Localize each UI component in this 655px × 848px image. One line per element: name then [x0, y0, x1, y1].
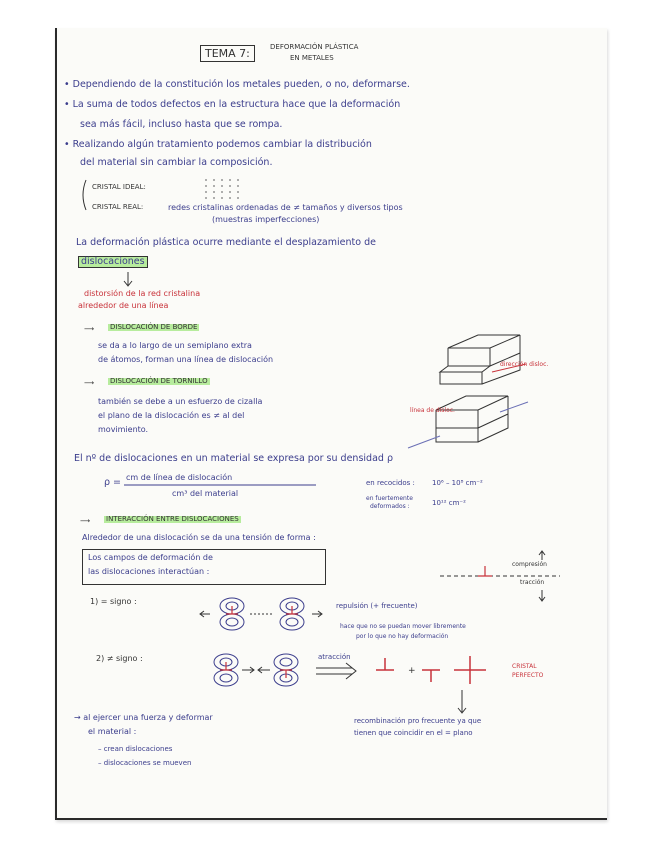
annealed-value: 10⁶ – 10⁸ cm⁻²: [432, 479, 483, 487]
interaction-box-line-2: las dislocaciones interactúan :: [88, 567, 210, 576]
case1-note-2: por lo que no hay deformación: [356, 633, 449, 640]
edge-text-1: se da a lo largo de un semiplano extra: [98, 341, 252, 350]
plastic-line-1: La deformación plástica ocurre mediante el desplazamiento de: [76, 237, 376, 248]
topic-label: TEMA 7:: [200, 45, 255, 62]
case1-note-1: hace que no se puedan mover libremente: [340, 623, 466, 630]
edge-arrow: ⟶: [84, 325, 95, 333]
intro-line-5: del material sin cambiar la composición.: [80, 157, 273, 168]
edge-diagram-label: dirección disloc.: [500, 361, 549, 368]
final-line-1: → al ejercer una fuerza y deformar: [74, 713, 213, 722]
screw-text-2: el plano de la dislocación es ≠ al del: [98, 411, 245, 420]
intro-line-1: • Dependiendo de la constitución los metales pueden, o no, deformarse.: [64, 79, 410, 90]
plastic-dislocations-highlight: dislocaciones: [78, 256, 148, 268]
final-item-2: – dislocaciones se mueven: [98, 759, 192, 767]
interaction-arrow: ⟶: [80, 517, 91, 525]
case2-label: 2) ≠ signo :: [96, 654, 143, 663]
crystal-real-text-1: redes cristalinas ordenadas de ≠ tamaños y diversos tipos: [168, 203, 403, 212]
interaction-text: Alrededor de una dislocación se da una tensión de forma :: [82, 533, 316, 542]
intro-line-3: sea más fácil, incluso hasta que se rompa.: [80, 119, 283, 130]
edge-title: DISLOCACIÓN DE BORDE: [110, 323, 198, 331]
distortion-line-2: alrededor de una línea: [78, 301, 169, 310]
density-line: El nº de dislocaciones en un material se expresa por su densidad ρ: [74, 453, 393, 464]
final-line-2: el material :: [88, 727, 137, 736]
screw-title: DISLOCACIÓN DE TORNILLO: [110, 377, 208, 385]
tension-label: tracción: [520, 579, 545, 586]
deformed-label-1: en fuertemente: [366, 495, 413, 502]
intro-line-2: • La suma de todos defectos en la estructura hace que la deformación: [64, 99, 401, 110]
final-item-1: – crean dislocaciones: [98, 745, 173, 753]
density-denominator: cm³ del material: [172, 489, 239, 498]
perfect-crystal-1: CRISTAL: [512, 663, 537, 670]
crystal-real-text-2: (muestras imperfecciones): [212, 215, 320, 224]
case2-direction: atracción: [318, 653, 351, 661]
screw-text-1: también se debe a un esfuerzo de cizalla: [98, 397, 263, 406]
case1-label: 1) = signo :: [90, 597, 137, 606]
crystal-real-label: CRISTAL REAL:: [92, 203, 144, 211]
recombination-line-2: tienen que coincidir en el = plano: [354, 729, 473, 737]
density-numerator: cm de línea de dislocación: [126, 473, 233, 482]
annealed-label: en recocidos :: [366, 479, 415, 487]
interaction-box-line-1: Los campos de deformación de: [88, 553, 213, 562]
deformed-label-2: deformados :: [370, 503, 410, 510]
screw-text-3: movimiento.: [98, 425, 149, 434]
density-formula-lhs: ρ =: [104, 477, 122, 488]
perfect-crystal-2: PERFECTO: [512, 672, 544, 679]
case1-result: repulsión (+ frecuente): [336, 602, 418, 610]
deformed-value: 10¹² cm⁻²: [432, 499, 466, 507]
edge-text-2: de átomos, forman una línea de dislocación: [98, 355, 274, 364]
title-line1: DEFORMACIÓN PLÁSTICA: [270, 43, 359, 51]
interaction-title: INTERACCIÓN ENTRE DISLOCACIONES: [106, 515, 239, 523]
svg-text:+: +: [408, 666, 416, 676]
intro-line-4: • Realizando algún tratamiento podemos cambiar la distribución: [64, 139, 372, 150]
recombination-line-1: recombinación pro frecuente ya que: [354, 717, 482, 725]
distortion-line-1: distorsión de la red cristalina: [84, 289, 201, 298]
screw-diagram-label: línea de disloc.: [410, 407, 455, 414]
compression-label: compresión: [512, 561, 547, 568]
crystal-ideal-label: CRISTAL IDEAL:: [92, 183, 146, 191]
title-line2: EN METALES: [290, 54, 334, 62]
screw-arrow: ⟶: [84, 379, 95, 387]
